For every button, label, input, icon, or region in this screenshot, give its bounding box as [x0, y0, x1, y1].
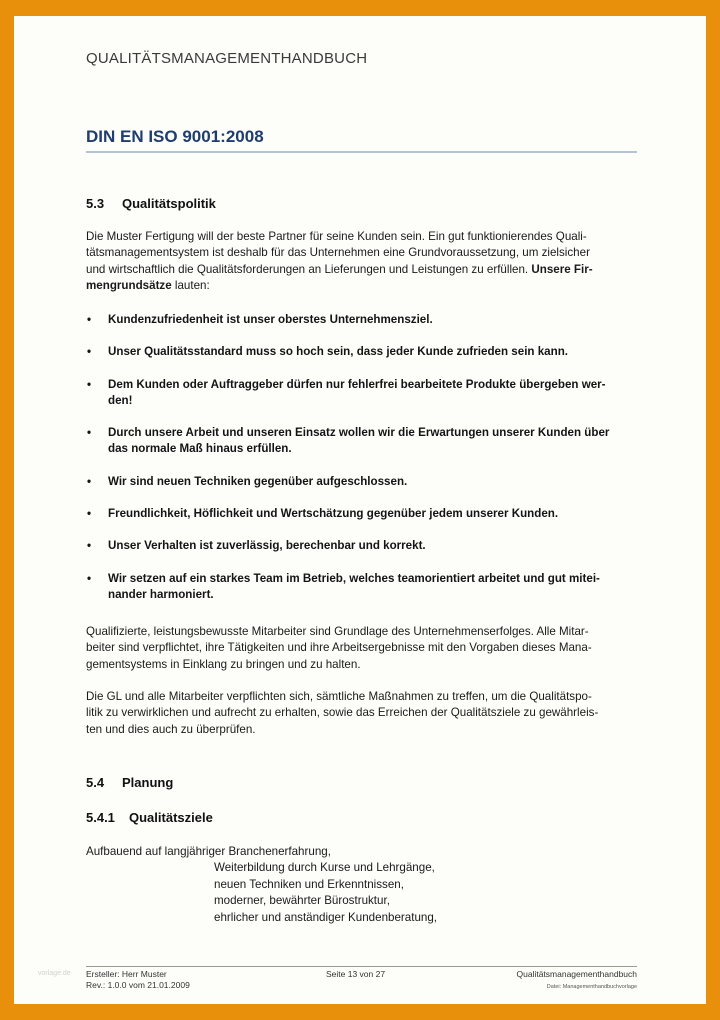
list-item: neuen Techniken und Erkenntnissen, [214, 877, 404, 891]
footer-file-name: Datei: Managementhandbuchvorlage [546, 984, 637, 990]
watermark: vorlage.de [38, 970, 71, 977]
quality-goals-lead: Aufbauend auf langjähriger Branchenerfahrung, [86, 845, 331, 858]
section-heading-5-4 [86, 775, 173, 790]
footer-doc-name: Qualitätsmanagementhandbuch [516, 969, 637, 979]
bullet-icon: • [87, 571, 92, 585]
list-item: • Dem Kunden oder Auftraggeber dürfen nur fehlerfrei bearbeitete Produkte übergeben wer- den! [87, 377, 606, 407]
list-item: • Durch unsere Arbeit und unseren Einsatz wollen wir die Erwartungen unserer Kunden über das normale Maß hinaus erfüllen. [87, 426, 610, 456]
section-heading-5-4-1 [86, 810, 213, 825]
bullet-icon: • [87, 345, 92, 359]
footer-left [86, 969, 190, 991]
section-title: Qualitätsziele [129, 810, 213, 825]
list-item: • Wir setzen auf ein starkes Team im Betrieb, welches teamorientiert arbeitet und gut mitei- nander harmoniert. [87, 571, 600, 601]
list-item: Weiterbildung durch Kurse und Lehrgänge, [214, 861, 435, 874]
footer-revision: Rev.: 1.0.0 vom 21.01.2009 [86, 980, 190, 990]
list-item: • Unser Verhalten ist zuverlässig, berechenbar und korrekt. [86, 538, 637, 554]
section-title: Qualitätspolitik [122, 196, 216, 211]
intro-bold: Unsere Fir- [531, 262, 593, 276]
document-page [86, 0, 637, 1020]
bullet-icon: • [87, 313, 92, 326]
bullet-icon: • [87, 426, 92, 440]
section-number: 5.3 [86, 196, 105, 211]
document-heading: DIN EN ISO 9001:2008 [86, 127, 637, 153]
company-principles-list [86, 312, 637, 603]
footer-page-number: Seite 13 von 27 [326, 969, 386, 979]
intro-bold: mengrundsätze [86, 278, 172, 292]
list-item: ehrlicher und anständiger Kundenberatung, [214, 910, 438, 924]
intro-line: Die Muster Fertigung will der beste Partner für seine Kunden sein. Ein gut funktionierendes Quali- [86, 230, 587, 243]
running-title: QUALITÄTSMANAGEMENTHANDBUCH [86, 50, 368, 67]
list-item: moderner, bewährter Bürostruktur, [214, 894, 390, 908]
intro-line: tätsmanagementsystem ist deshalb für das Unternehmen eine Grundvoraussetzung, um zielsicher [86, 246, 590, 260]
footer-author: Ersteller: Herr Muster [86, 969, 167, 979]
intro-line: und wirtschaftlich die Qualitätsforderungen an Lieferungen und Leistungen zu erfüllen. [86, 262, 529, 276]
staff-paragraph: Qualifizierte, leistungsbewusste Mitarbeiter sind Grundlage des Unternehmenserfolges. Alle Mitar- beiter sind verpflichtet, ihre Tätigkeiten und ihre Arbeitsergebnisse mit den Vorgaben dieses Mana- gementsystems in Einklang zu bringen und zu halten. [86, 625, 592, 671]
bullet-icon: • [87, 507, 92, 521]
quality-goals-list [214, 860, 437, 926]
section-number: 5.4 [86, 775, 105, 790]
footer-divider [86, 966, 637, 967]
list-item: • Kundenzufriedenheit ist unser oberstes Unternehmensziel. [86, 312, 637, 328]
intro-tail: lauten: [171, 278, 210, 292]
section-title: Planung [122, 775, 174, 790]
bullet-icon: • [87, 377, 92, 391]
bullet-icon: • [87, 539, 92, 553]
list-item: • Freundlichkeit, Höflichkeit und Wertschätzung gegenüber jedem unserer Kunden. [86, 506, 637, 522]
bullet-icon: • [87, 474, 92, 488]
quality-policy-intro [86, 229, 637, 294]
list-item: • Wir sind neuen Techniken gegenüber aufgeschlossen. [86, 474, 637, 490]
section-number: 5.4.1 [86, 810, 115, 825]
commitment-paragraph: Die GL und alle Mitarbeiter verpflichten sich, sämtliche Maßnahmen zu treffen, um die Qualitätspo- litik zu verwirklichen und aufrecht zu erhalten, sowie das Erreichen der Qualitätsziele zu gewährleis- ten und dies auch zu überprüfen. [86, 690, 599, 736]
section-heading-5-3 [86, 196, 216, 211]
list-item: • Unser Qualitätsstandard muss so hoch sein, dass jeder Kunde zufrieden sein kann. [86, 344, 637, 360]
